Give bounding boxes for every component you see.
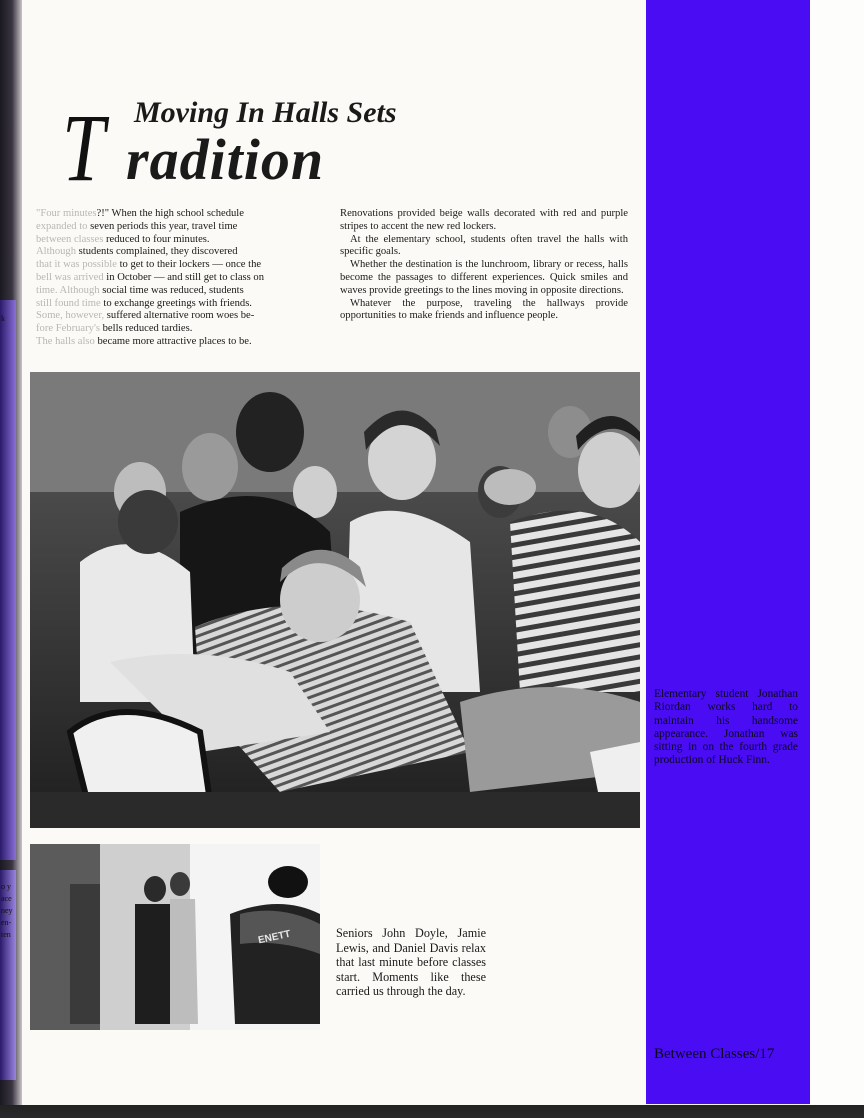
faded-text: between classes [36,233,104,245]
paragraph: At the elementary school, students often travel the halls with specific goals. [340,233,628,258]
page-folio: Between Classes/17 [654,1046,775,1062]
headline-line-1: Moving In Halls Sets [134,96,397,129]
adjacent-page-letter: en- [1,918,12,927]
column-1-line [36,259,324,272]
paragraph: Whether the destination is the lunchroom, library or recess, halls become the passages to different experiences. Quick smiles and waves provide greetings to the lines moving in opposite directions. [340,259,628,296]
faded-text: "Four minutes [36,208,97,219]
line-text: social time was reduced, students [99,284,244,296]
line-text: suffered alternative room woes be- [104,310,255,322]
small-photo-seniors-hallway [30,844,320,1030]
faded-text: that it was possible [36,259,117,271]
faded-text: The halls also [36,335,95,347]
main-photo-illustration [30,372,640,828]
purple-sidebar-band [646,0,810,1104]
faded-text: time. Although [36,284,100,296]
line-text: in October — and still get to class on [103,271,265,283]
headline-drop-cap: T [62,94,105,201]
paragraph: Renovations provided beige walls decorated with red and purple stripes to accent the new red lockers. [340,208,628,232]
photo-caption-jonathan: Elementary student Jonathan Riordan works hard to maintain his handsome appearance. Jonathan was sitting in on the fourth grade production of Huck Finn. [654,688,798,767]
faded-text: expanded to [36,220,88,232]
column-1-line [36,234,324,247]
adjacent-page-purple-strip [0,300,16,860]
adjacent-page-letter: ney [1,906,13,915]
column-1-line [36,285,324,298]
faded-text: fore February's [36,323,100,335]
adjacent-page-letter: ace [1,894,12,903]
adjacent-page-letter: o y [1,882,11,891]
line-text: bells reduced tardies. [99,323,193,335]
column-1-line [36,310,324,323]
column-1-line [36,298,324,311]
jacket-lettering: ENETT [257,928,292,947]
column-1-line [36,246,324,259]
column-1-line [36,323,324,336]
line-text: ?!" When the high school schedule [96,208,244,219]
faded-text: still found time [36,297,101,309]
paragraph: Whatever the purpose, traveling the hallways provide opportunities to make friends and influence people. [340,297,628,322]
faded-text: Although [36,246,77,258]
faded-text: Some, however, [36,310,105,322]
column-1-line [36,221,324,234]
headline-line-2: radition [126,127,325,192]
body-column-2 [340,208,628,323]
line-text: students complained, they discovered [76,246,238,258]
line-text: to exchange greetings with friends. [100,297,252,309]
faded-text: bell was arrived [36,271,104,283]
column-1-line [36,336,324,349]
line-text: seven periods this year, travel time [87,220,238,232]
line-text: became more attractive places to be. [94,335,252,347]
column-1-line [36,208,324,221]
main-photo-elementary-students [30,372,640,828]
adjacent-page-letter: k [1,314,5,323]
column-1-line [36,272,324,285]
line-text: to get to their lockers — once the [116,259,262,271]
photo-caption-seniors: Seniors John Doyle, Jamie Lewis, and Daniel Davis relax that last minute before classes start. Moments like these carried us through the day. [336,926,486,999]
body-column-1 [36,208,324,349]
page-right-margin [810,0,864,1105]
page-bottom-edge [0,1105,864,1118]
adjacent-page-letter: ten [1,930,11,939]
line-text: reduced to four minutes. [103,233,210,245]
headline [62,94,502,201]
